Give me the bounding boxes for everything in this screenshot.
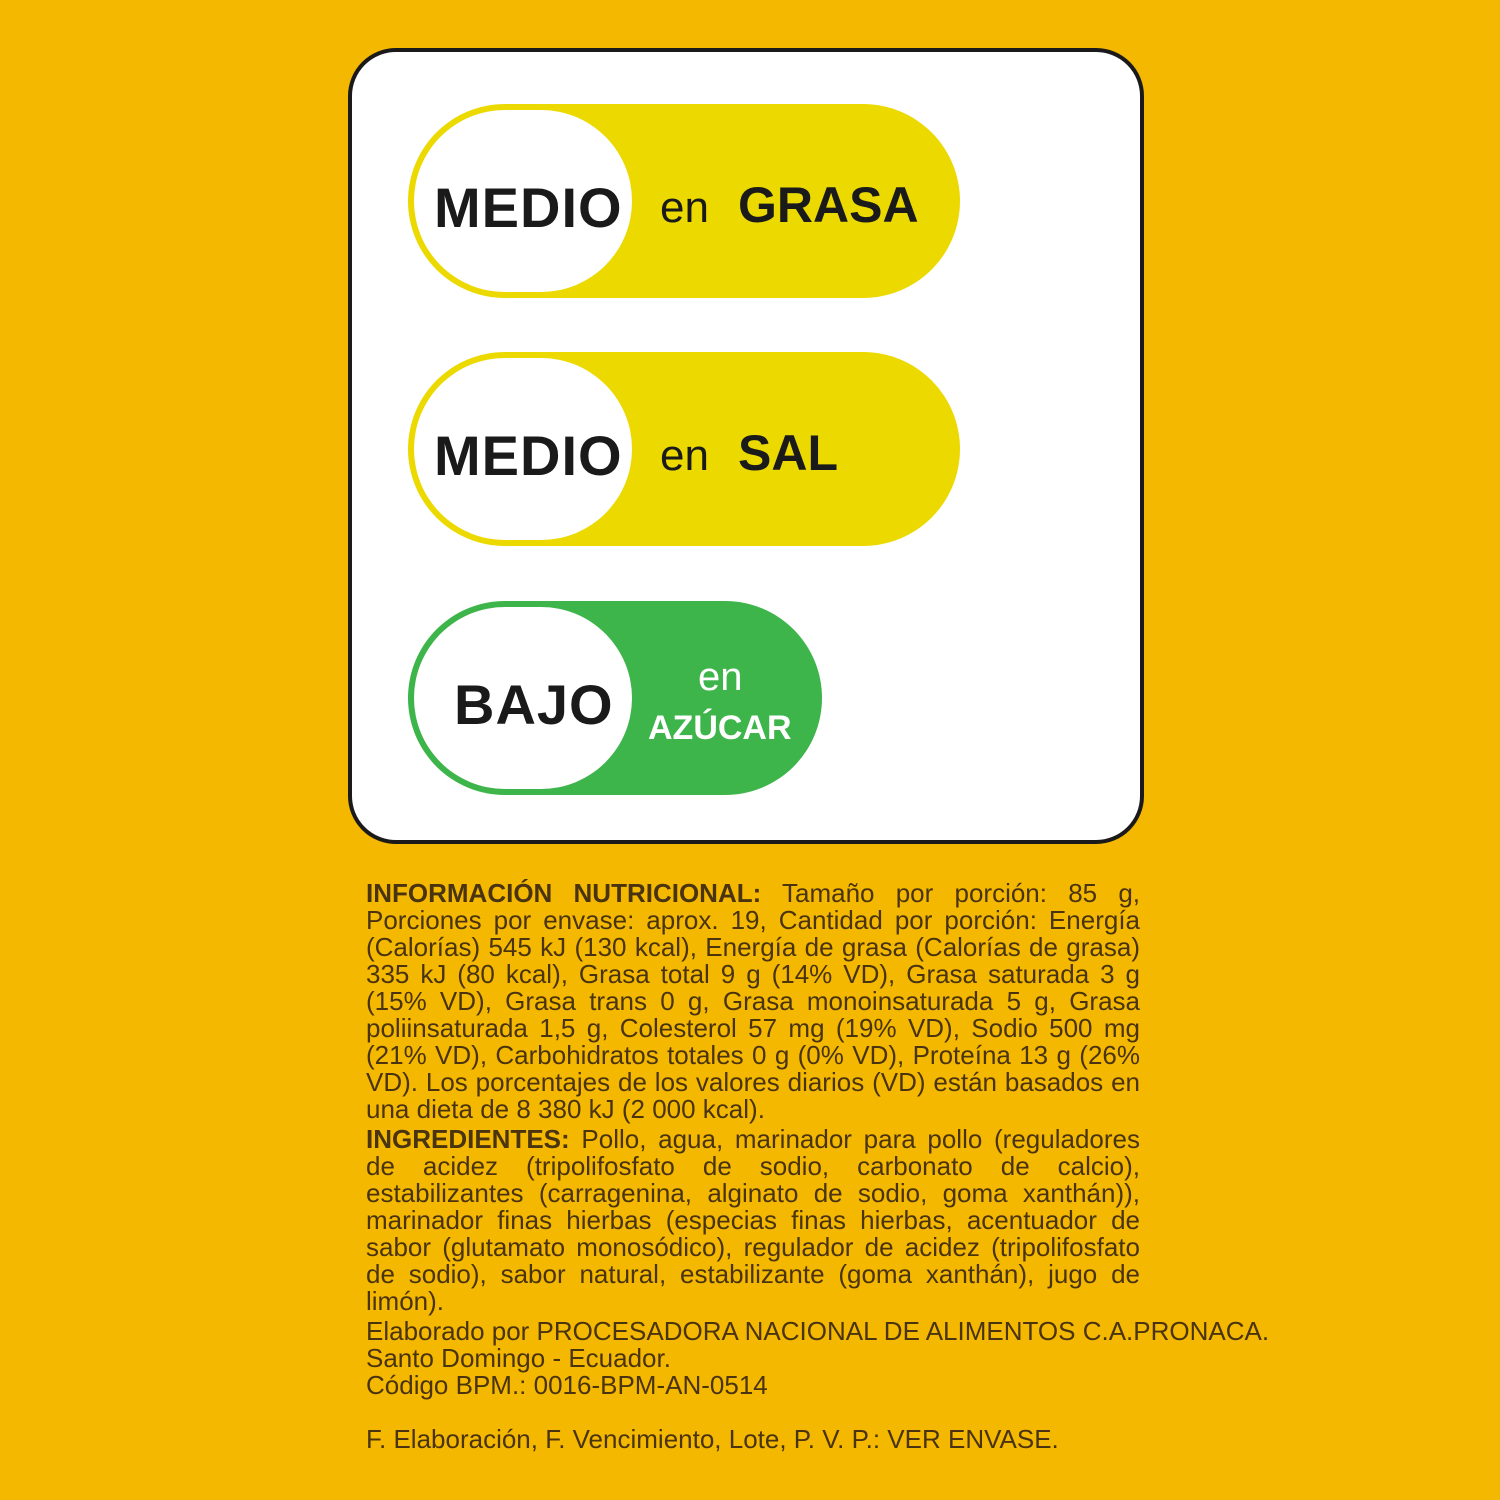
fat-nutrient-text: GRASA — [738, 177, 919, 233]
nutrition-heading: INFORMACIÓN NUTRICIONAL: — [366, 878, 762, 908]
ingredients-heading: INGREDIENTES: — [366, 1124, 570, 1154]
salt-connector-text: en — [660, 431, 709, 480]
sugar-connector-text: en — [698, 655, 743, 699]
ingredients-information — [366, 1126, 1140, 1315]
sugar-level-text: BAJO — [454, 673, 614, 736]
nutrition-text: Tamaño por porción: 85 g, Porciones por envase: aprox. 19, Cantidad por porción: Energía (Calorías) 545 kJ (130 kcal), Energía de grasa (Calorías de grasa) 335 kJ (80 kcal), Grasa total 9 g (14% VD), Grasa saturada 3 g (15% VD), Grasa trans 0 g, Grasa monoinsaturada 5 g, Grasa poliinsaturada 1,5 g, Colesterol 57 mg (19% VD), Sodio 500 mg (21% VD), Carbohidratos totales 0 g (0% VD), Proteína 13 g (26% VD). Los porcentajes de los valores diarios (VD) están basados en una dieta de 8 380 kJ (2 000 kcal). — [366, 878, 1141, 1124]
ingredients-text: Pollo, agua, marinador para pollo (reguladores de acidez (tripolifosfato de sodio, carbonato de calcio), estabilizantes (carragenina, alginato de sodio, goma xanthán)), marinador finas hierbas (especias finas hierbas, acentuador de sabor (glutamato monosódico), regulador de acidez (tripolifosfato de sodio), sabor natural, estabilizante (goma xanthán), jugo de limón). — [366, 1124, 1140, 1316]
fat-connector-text: en — [660, 183, 709, 232]
package-dates-note: F. Elaboración, F. Vencimiento, Lote, P. V. P.: VER ENVASE. — [366, 1424, 1059, 1454]
fat-level-text: MEDIO — [434, 176, 623, 239]
salt-level-badge — [408, 352, 960, 546]
manufacturer-line: Elaborado por PROCESADORA NACIONAL DE ALIMENTOS C.A.PRONACA. — [366, 1316, 1270, 1346]
salt-nutrient-text: SAL — [738, 425, 838, 481]
sugar-nutrient-text: AZÚCAR — [648, 709, 792, 747]
sugar-level-badge — [408, 601, 822, 795]
traffic-light-label-panel — [348, 48, 1144, 844]
manufacturer-location: Santo Domingo - Ecuador. — [366, 1343, 671, 1373]
nutrition-information — [366, 880, 1140, 1123]
bpm-code: Código BPM.: 0016-BPM-AN-0514 — [366, 1370, 768, 1400]
fat-level-badge — [408, 104, 960, 298]
salt-level-text: MEDIO — [434, 424, 623, 487]
